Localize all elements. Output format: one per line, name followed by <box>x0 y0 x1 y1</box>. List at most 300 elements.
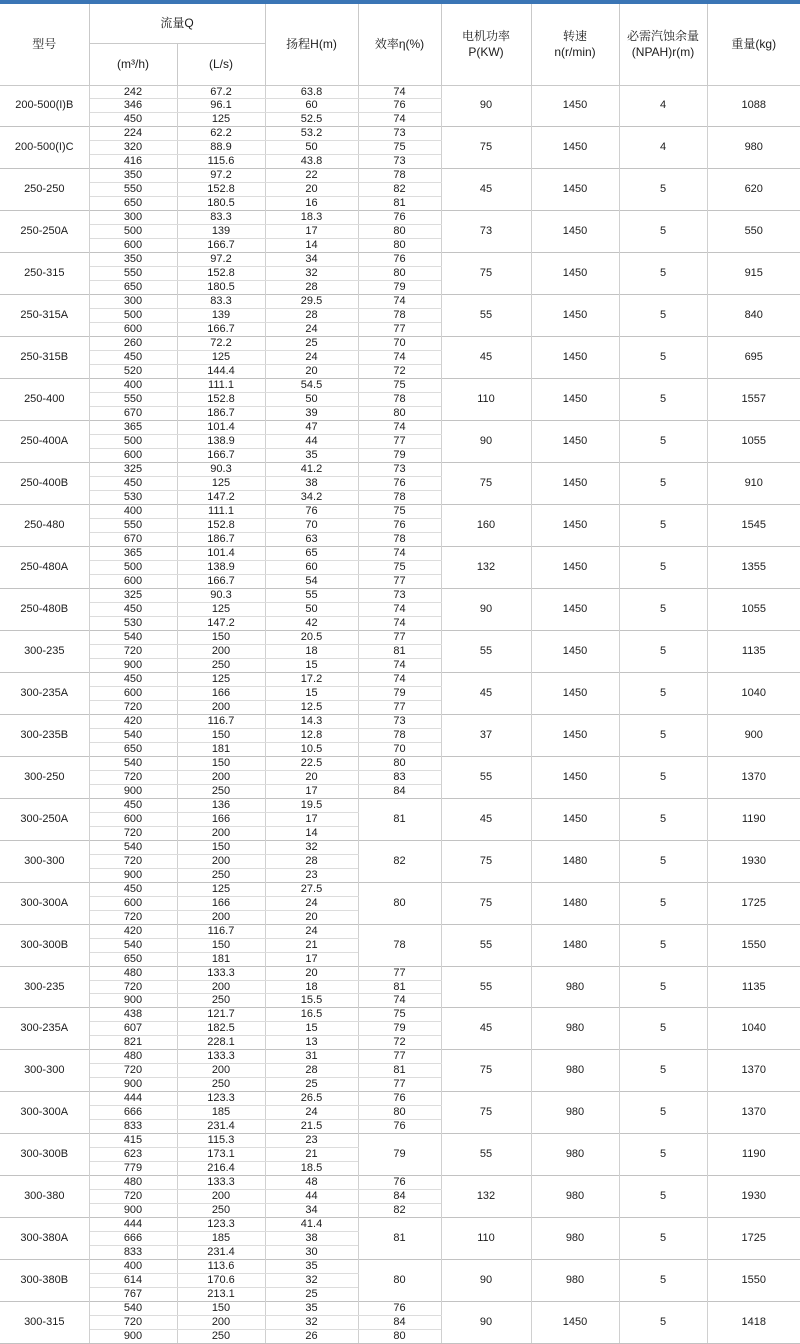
speed-cell: 1480 <box>531 840 619 882</box>
head-cell: 24 <box>265 323 358 337</box>
model-cell: 300-380A <box>0 1218 89 1260</box>
npsh-cell: 5 <box>619 211 707 253</box>
pump-spec-table <box>0 4 800 1344</box>
power-cell: 55 <box>441 924 531 966</box>
head-cell: 25 <box>265 337 358 351</box>
speed-cell: 980 <box>531 1050 619 1092</box>
flow-ls-cell: 166 <box>177 812 265 826</box>
efficiency-cell: 75 <box>358 505 441 519</box>
power-cell: 55 <box>441 1134 531 1176</box>
npsh-cell: 5 <box>619 756 707 798</box>
efficiency-cell: 73 <box>358 463 441 477</box>
model-cell: 300-235 <box>0 630 89 672</box>
power-cell: 75 <box>441 463 531 505</box>
flow-m3h-cell: 365 <box>89 421 177 435</box>
table-row <box>0 1176 800 1190</box>
flow-m3h-cell: 779 <box>89 1162 177 1176</box>
flow-ls-cell: 186.7 <box>177 533 265 547</box>
model-cell: 300-300A <box>0 1092 89 1134</box>
efficiency-cell: 80 <box>358 267 441 281</box>
flow-ls-cell: 170.6 <box>177 1274 265 1288</box>
table-header <box>0 4 800 85</box>
flow-ls-cell: 116.7 <box>177 714 265 728</box>
npsh-cell: 5 <box>619 337 707 379</box>
head-cell: 14 <box>265 826 358 840</box>
flow-m3h-cell: 400 <box>89 505 177 519</box>
flow-ls-cell: 67.2 <box>177 85 265 99</box>
efficiency-cell: 74 <box>358 85 441 99</box>
head-cell: 22 <box>265 169 358 183</box>
efficiency-cell: 76 <box>358 253 441 267</box>
weight-cell: 550 <box>707 211 800 253</box>
flow-m3h-cell: 900 <box>89 1078 177 1092</box>
weight-cell: 1545 <box>707 505 800 547</box>
flow-m3h-cell: 300 <box>89 211 177 225</box>
npsh-cell: 5 <box>619 630 707 672</box>
power-cell: 45 <box>441 672 531 714</box>
flow-ls-cell: 139 <box>177 309 265 323</box>
head-cell: 20 <box>265 365 358 379</box>
speed-cell: 1450 <box>531 756 619 798</box>
flow-m3h-cell: 346 <box>89 99 177 113</box>
flow-ls-cell: 200 <box>177 1316 265 1330</box>
efficiency-cell: 81 <box>358 1218 441 1260</box>
flow-m3h-cell: 720 <box>89 910 177 924</box>
speed-cell: 1450 <box>531 546 619 588</box>
flow-ls-cell: 250 <box>177 1078 265 1092</box>
flow-ls-cell: 125 <box>177 672 265 686</box>
npsh-cell: 5 <box>619 714 707 756</box>
flow-ls-cell: 166.7 <box>177 239 265 253</box>
flow-ls-cell: 181 <box>177 742 265 756</box>
table-row <box>0 1008 800 1022</box>
flow-ls-cell: 101.4 <box>177 546 265 560</box>
table-row <box>0 505 800 519</box>
efficiency-cell: 77 <box>358 574 441 588</box>
efficiency-cell: 80 <box>358 756 441 770</box>
efficiency-cell: 74 <box>358 546 441 560</box>
head-cell: 29.5 <box>265 295 358 309</box>
header-speed-line1: 转速 <box>562 29 587 44</box>
flow-ls-cell: 133.3 <box>177 1176 265 1190</box>
efficiency-cell: 80 <box>358 407 441 421</box>
flow-ls-cell: 150 <box>177 938 265 952</box>
npsh-cell: 5 <box>619 840 707 882</box>
head-cell: 12.5 <box>265 700 358 714</box>
power-cell: 55 <box>441 756 531 798</box>
head-cell: 20 <box>265 966 358 980</box>
flow-ls-cell: 136 <box>177 798 265 812</box>
head-cell: 32 <box>265 1316 358 1330</box>
efficiency-cell: 78 <box>358 533 441 547</box>
power-cell: 75 <box>441 840 531 882</box>
efficiency-cell: 74 <box>358 602 441 616</box>
flow-ls-cell: 200 <box>177 644 265 658</box>
flow-m3h-cell: 600 <box>89 323 177 337</box>
head-cell: 32 <box>265 1274 358 1288</box>
head-cell: 14.3 <box>265 714 358 728</box>
flow-m3h-cell: 530 <box>89 491 177 505</box>
head-cell: 35 <box>265 1260 358 1274</box>
flow-ls-cell: 138.9 <box>177 435 265 449</box>
flow-m3h-cell: 400 <box>89 379 177 393</box>
efficiency-cell: 72 <box>358 1036 441 1050</box>
flow-ls-cell: 250 <box>177 994 265 1008</box>
weight-cell: 980 <box>707 127 800 169</box>
head-cell: 54.5 <box>265 379 358 393</box>
flow-m3h-cell: 666 <box>89 1106 177 1120</box>
npsh-cell: 5 <box>619 421 707 463</box>
flow-m3h-cell: 500 <box>89 560 177 574</box>
speed-cell: 1450 <box>531 505 619 547</box>
efficiency-cell: 74 <box>358 672 441 686</box>
head-cell: 17 <box>265 225 358 239</box>
power-cell: 75 <box>441 1092 531 1134</box>
head-cell: 15.5 <box>265 994 358 1008</box>
head-cell: 28 <box>265 854 358 868</box>
head-cell: 54 <box>265 574 358 588</box>
flow-m3h-cell: 650 <box>89 952 177 966</box>
efficiency-cell: 73 <box>358 588 441 602</box>
flow-m3h-cell: 480 <box>89 1050 177 1064</box>
head-cell: 20.5 <box>265 630 358 644</box>
weight-cell: 1725 <box>707 1218 800 1260</box>
npsh-cell: 4 <box>619 85 707 127</box>
speed-cell: 980 <box>531 966 619 1008</box>
flow-ls-cell: 166.7 <box>177 449 265 463</box>
efficiency-cell: 73 <box>358 127 441 141</box>
efficiency-cell: 77 <box>358 435 441 449</box>
npsh-cell: 5 <box>619 966 707 1008</box>
weight-cell: 900 <box>707 714 800 756</box>
flow-ls-cell: 200 <box>177 980 265 994</box>
flow-ls-cell: 250 <box>177 868 265 882</box>
efficiency-cell: 74 <box>358 295 441 309</box>
efficiency-cell: 84 <box>358 784 441 798</box>
flow-m3h-cell: 666 <box>89 1232 177 1246</box>
head-cell: 12.8 <box>265 728 358 742</box>
head-cell: 34 <box>265 253 358 267</box>
header-power-line1: 电机功率 <box>461 29 510 44</box>
efficiency-cell: 76 <box>358 1120 441 1134</box>
flow-ls-cell: 166 <box>177 896 265 910</box>
npsh-cell: 5 <box>619 169 707 211</box>
speed-cell: 1450 <box>531 337 619 379</box>
model-cell: 200-500(I)C <box>0 127 89 169</box>
flow-ls-cell: 123.3 <box>177 1218 265 1232</box>
flow-ls-cell: 213.1 <box>177 1288 265 1302</box>
speed-cell: 1480 <box>531 882 619 924</box>
table-row <box>0 1134 800 1148</box>
flow-m3h-cell: 365 <box>89 546 177 560</box>
speed-cell: 1480 <box>531 924 619 966</box>
efficiency-cell: 76 <box>358 519 441 533</box>
npsh-cell: 5 <box>619 546 707 588</box>
flow-m3h-cell: 900 <box>89 1330 177 1344</box>
npsh-cell: 5 <box>619 882 707 924</box>
flow-ls-cell: 123.3 <box>177 1092 265 1106</box>
table-row <box>0 630 800 644</box>
efficiency-cell: 79 <box>358 281 441 295</box>
head-cell: 38 <box>265 1232 358 1246</box>
flow-ls-cell: 250 <box>177 784 265 798</box>
model-cell: 300-300 <box>0 840 89 882</box>
power-cell: 45 <box>441 1008 531 1050</box>
power-cell: 132 <box>441 546 531 588</box>
efficiency-cell: 82 <box>358 183 441 197</box>
head-cell: 28 <box>265 309 358 323</box>
flow-ls-cell: 200 <box>177 700 265 714</box>
head-cell: 44 <box>265 435 358 449</box>
efficiency-cell: 80 <box>358 1260 441 1302</box>
head-cell: 24 <box>265 896 358 910</box>
power-cell: 160 <box>441 505 531 547</box>
flow-ls-cell: 133.3 <box>177 1050 265 1064</box>
efficiency-cell: 77 <box>358 323 441 337</box>
efficiency-cell: 75 <box>358 1008 441 1022</box>
header-flow-group: 流量Q <box>89 4 265 43</box>
model-cell: 250-480B <box>0 588 89 630</box>
flow-m3h-cell: 720 <box>89 700 177 714</box>
head-cell: 24 <box>265 351 358 365</box>
weight-cell: 840 <box>707 295 800 337</box>
npsh-cell: 5 <box>619 1176 707 1218</box>
table-row <box>0 337 800 351</box>
flow-ls-cell: 72.2 <box>177 337 265 351</box>
efficiency-cell: 78 <box>358 169 441 183</box>
power-cell: 110 <box>441 379 531 421</box>
head-cell: 17.2 <box>265 672 358 686</box>
head-cell: 16 <box>265 197 358 211</box>
power-cell: 132 <box>441 1176 531 1218</box>
efficiency-cell: 78 <box>358 728 441 742</box>
model-cell: 300-315 <box>0 1302 89 1344</box>
flow-m3h-cell: 720 <box>89 854 177 868</box>
flow-m3h-cell: 444 <box>89 1092 177 1106</box>
efficiency-cell: 84 <box>358 1316 441 1330</box>
header-power <box>441 4 531 85</box>
flow-ls-cell: 152.8 <box>177 393 265 407</box>
flow-ls-cell: 97.2 <box>177 169 265 183</box>
table-row <box>0 463 800 477</box>
table-row <box>0 1260 800 1274</box>
flow-ls-cell: 152.8 <box>177 183 265 197</box>
head-cell: 28 <box>265 1064 358 1078</box>
flow-m3h-cell: 420 <box>89 714 177 728</box>
flow-m3h-cell: 450 <box>89 113 177 127</box>
flow-ls-cell: 62.2 <box>177 127 265 141</box>
flow-ls-cell: 125 <box>177 113 265 127</box>
efficiency-cell: 82 <box>358 840 441 882</box>
head-cell: 48 <box>265 1176 358 1190</box>
flow-m3h-cell: 600 <box>89 449 177 463</box>
model-cell: 250-400 <box>0 379 89 421</box>
table-row <box>0 798 800 812</box>
npsh-cell: 5 <box>619 1134 707 1176</box>
flow-ls-cell: 200 <box>177 1064 265 1078</box>
flow-m3h-cell: 720 <box>89 770 177 784</box>
speed-cell: 1450 <box>531 127 619 169</box>
flow-ls-cell: 111.1 <box>177 379 265 393</box>
weight-cell: 1040 <box>707 672 800 714</box>
flow-ls-cell: 166 <box>177 686 265 700</box>
head-cell: 42 <box>265 616 358 630</box>
header-flow-ls: (L/s) <box>177 43 265 85</box>
npsh-cell: 5 <box>619 253 707 295</box>
power-cell: 90 <box>441 588 531 630</box>
weight-cell: 1550 <box>707 1260 800 1302</box>
header-speed <box>531 4 619 85</box>
weight-cell: 1725 <box>707 882 800 924</box>
model-cell: 250-480A <box>0 546 89 588</box>
flow-m3h-cell: 623 <box>89 1148 177 1162</box>
efficiency-cell: 76 <box>358 99 441 113</box>
speed-cell: 980 <box>531 1176 619 1218</box>
flow-m3h-cell: 720 <box>89 644 177 658</box>
table-row <box>0 295 800 309</box>
head-cell: 10.5 <box>265 742 358 756</box>
head-cell: 17 <box>265 784 358 798</box>
flow-ls-cell: 166.7 <box>177 574 265 588</box>
power-cell: 90 <box>441 1302 531 1344</box>
header-head: 扬程H(m) <box>265 4 358 85</box>
speed-cell: 1450 <box>531 798 619 840</box>
power-cell: 45 <box>441 337 531 379</box>
npsh-cell: 5 <box>619 1092 707 1134</box>
weight-cell: 1370 <box>707 756 800 798</box>
head-cell: 38 <box>265 477 358 491</box>
efficiency-cell: 78 <box>358 309 441 323</box>
model-cell: 300-380B <box>0 1260 89 1302</box>
weight-cell: 1135 <box>707 966 800 1008</box>
header-efficiency: 效率η(%) <box>358 4 441 85</box>
model-cell: 250-315 <box>0 253 89 295</box>
efficiency-cell: 80 <box>358 1330 441 1344</box>
flow-m3h-cell: 600 <box>89 574 177 588</box>
head-cell: 41.2 <box>265 463 358 477</box>
head-cell: 41.4 <box>265 1218 358 1232</box>
weight-cell: 1055 <box>707 588 800 630</box>
npsh-cell: 5 <box>619 295 707 337</box>
efficiency-cell: 74 <box>358 113 441 127</box>
flow-ls-cell: 125 <box>177 602 265 616</box>
flow-m3h-cell: 720 <box>89 1190 177 1204</box>
efficiency-cell: 76 <box>358 1092 441 1106</box>
speed-cell: 1450 <box>531 1302 619 1344</box>
head-cell: 27.5 <box>265 882 358 896</box>
flow-m3h-cell: 325 <box>89 588 177 602</box>
table-row <box>0 924 800 938</box>
head-cell: 20 <box>265 910 358 924</box>
efficiency-cell: 77 <box>358 966 441 980</box>
weight-cell: 1557 <box>707 379 800 421</box>
model-cell: 300-300 <box>0 1050 89 1092</box>
efficiency-cell: 76 <box>358 1302 441 1316</box>
table-row <box>0 169 800 183</box>
flow-ls-cell: 88.9 <box>177 141 265 155</box>
table-row <box>0 546 800 560</box>
speed-cell: 1450 <box>531 253 619 295</box>
flow-ls-cell: 115.3 <box>177 1134 265 1148</box>
npsh-cell: 5 <box>619 798 707 840</box>
flow-m3h-cell: 900 <box>89 658 177 672</box>
model-cell: 250-400B <box>0 463 89 505</box>
efficiency-cell: 74 <box>358 351 441 365</box>
efficiency-cell: 79 <box>358 1134 441 1176</box>
head-cell: 17 <box>265 952 358 966</box>
power-cell: 90 <box>441 1260 531 1302</box>
efficiency-cell: 79 <box>358 1022 441 1036</box>
model-cell: 300-300A <box>0 882 89 924</box>
efficiency-cell: 74 <box>358 616 441 630</box>
flow-m3h-cell: 530 <box>89 616 177 630</box>
efficiency-cell: 74 <box>358 994 441 1008</box>
flow-ls-cell: 133.3 <box>177 966 265 980</box>
flow-m3h-cell: 670 <box>89 407 177 421</box>
flow-m3h-cell: 224 <box>89 127 177 141</box>
flow-m3h-cell: 500 <box>89 309 177 323</box>
flow-m3h-cell: 600 <box>89 812 177 826</box>
flow-ls-cell: 138.9 <box>177 560 265 574</box>
head-cell: 34.2 <box>265 491 358 505</box>
flow-m3h-cell: 600 <box>89 686 177 700</box>
efficiency-cell: 80 <box>358 1106 441 1120</box>
flow-ls-cell: 200 <box>177 826 265 840</box>
power-cell: 75 <box>441 1050 531 1092</box>
flow-ls-cell: 200 <box>177 910 265 924</box>
model-cell: 300-235B <box>0 714 89 756</box>
npsh-cell: 5 <box>619 1218 707 1260</box>
head-cell: 18 <box>265 644 358 658</box>
head-cell: 35 <box>265 1302 358 1316</box>
table-row <box>0 1092 800 1106</box>
table-row <box>0 588 800 602</box>
speed-cell: 1450 <box>531 672 619 714</box>
head-cell: 63.8 <box>265 85 358 99</box>
weight-cell: 1550 <box>707 924 800 966</box>
model-cell: 250-315A <box>0 295 89 337</box>
flow-m3h-cell: 480 <box>89 966 177 980</box>
head-cell: 20 <box>265 770 358 784</box>
flow-m3h-cell: 450 <box>89 672 177 686</box>
header-power-line2: P(KW) <box>468 45 504 60</box>
head-cell: 15 <box>265 686 358 700</box>
flow-m3h-cell: 821 <box>89 1036 177 1050</box>
flow-m3h-cell: 720 <box>89 980 177 994</box>
header-npsh-line1: 必需汽蚀余量 <box>626 29 699 44</box>
flow-m3h-cell: 550 <box>89 183 177 197</box>
flow-m3h-cell: 614 <box>89 1274 177 1288</box>
flow-ls-cell: 181 <box>177 952 265 966</box>
flow-ls-cell: 152.8 <box>177 519 265 533</box>
weight-cell: 1370 <box>707 1092 800 1134</box>
head-cell: 50 <box>265 393 358 407</box>
head-cell: 55 <box>265 588 358 602</box>
head-cell: 65 <box>265 546 358 560</box>
speed-cell: 1450 <box>531 85 619 127</box>
efficiency-cell: 75 <box>358 560 441 574</box>
efficiency-cell: 78 <box>358 393 441 407</box>
flow-m3h-cell: 450 <box>89 798 177 812</box>
head-cell: 44 <box>265 1190 358 1204</box>
head-cell: 19.5 <box>265 798 358 812</box>
speed-cell: 1450 <box>531 421 619 463</box>
speed-cell: 1450 <box>531 169 619 211</box>
table-row <box>0 840 800 854</box>
head-cell: 39 <box>265 407 358 421</box>
speed-cell: 1450 <box>531 211 619 253</box>
efficiency-cell: 80 <box>358 882 441 924</box>
